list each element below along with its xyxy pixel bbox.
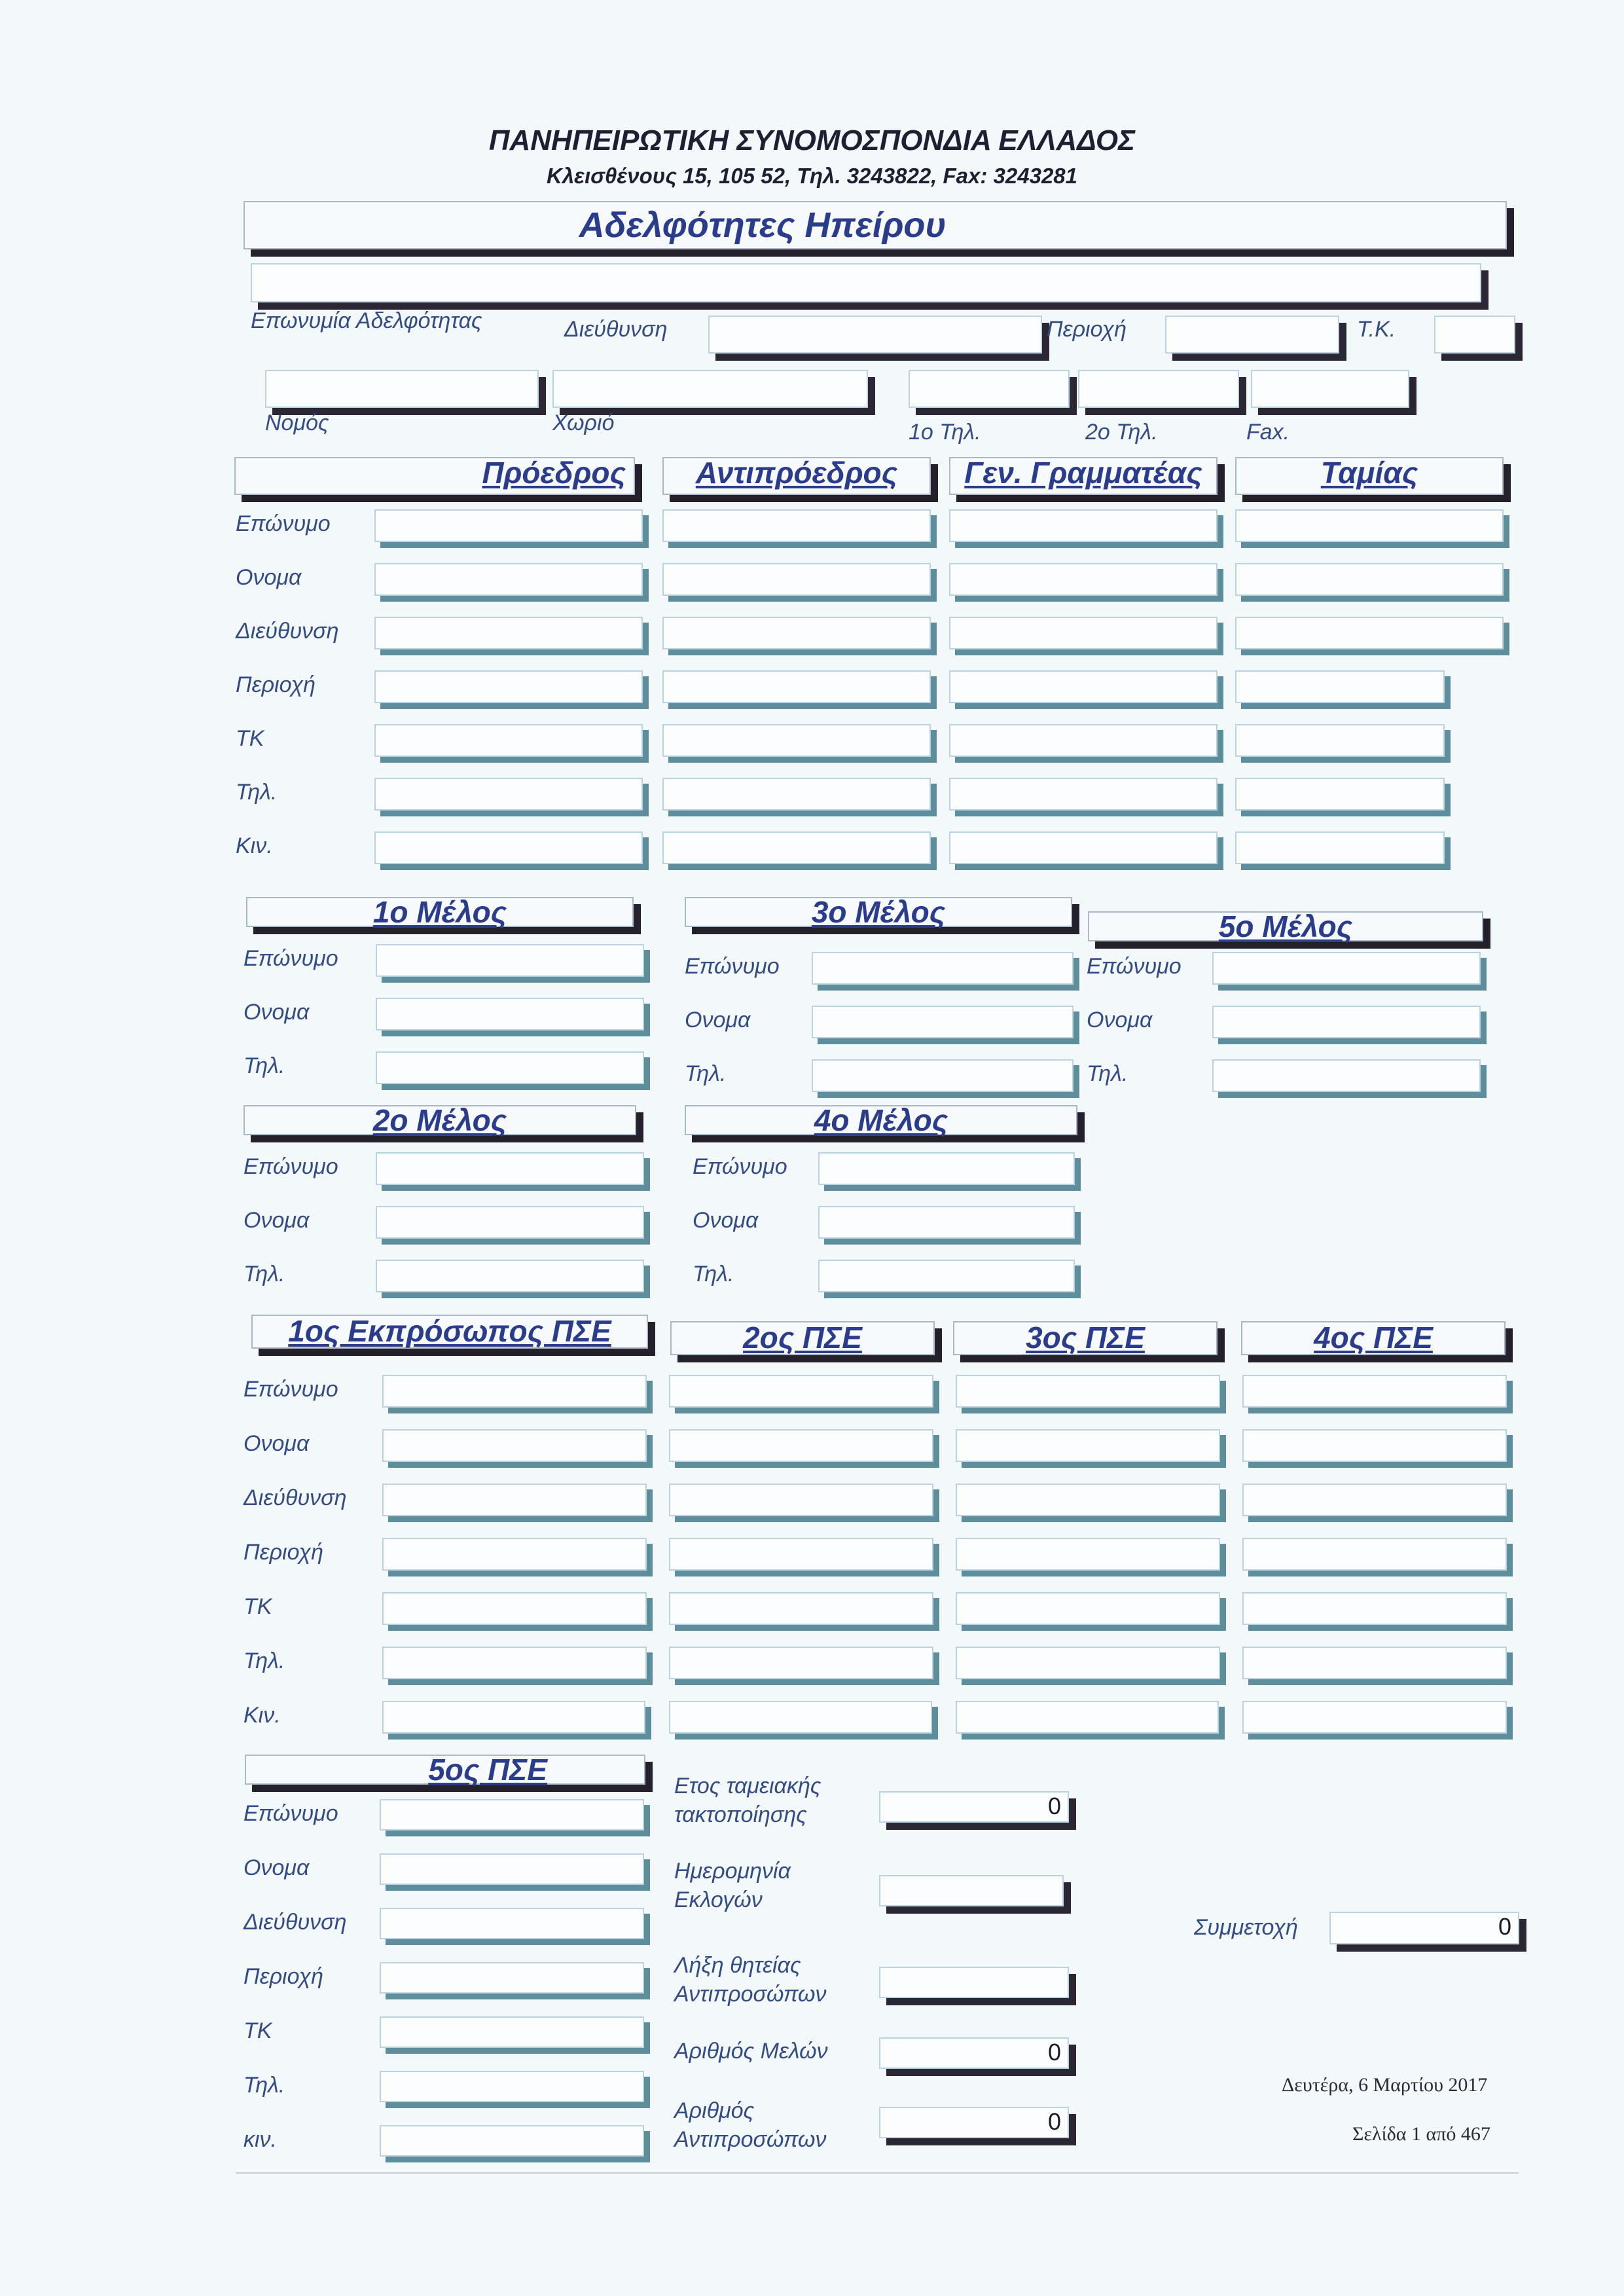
rep-4-field-6[interactable] xyxy=(1242,1701,1507,1734)
rep-1-field-5[interactable] xyxy=(382,1647,647,1679)
fiscal-year-label-line2: τακτοποίησης xyxy=(674,1802,807,1827)
rep-3-field-1[interactable] xyxy=(956,1429,1220,1462)
member-2-row-label-1: Ονομα xyxy=(244,1208,310,1233)
form-title: Αδελφότητες Ηπείρου xyxy=(579,206,947,245)
fax-label: Fax. xyxy=(1246,420,1290,445)
rep-2-field-6[interactable] xyxy=(669,1701,932,1734)
president-field-0[interactable] xyxy=(374,509,643,542)
rep-1-field-6[interactable] xyxy=(382,1701,645,1734)
member-3-field-1[interactable] xyxy=(812,1006,1074,1038)
term-end-label-line1: Λήξη θητείας xyxy=(674,1953,801,1978)
rep-row-label-6: Κιν. xyxy=(244,1703,281,1728)
organization-name: ΠΑΝΗΠΕΙΡΩΤΙΚΗ ΣΥΝΟΜΟΣΠΟΝΔΙΑ ΕΛΛΑΔΟΣ xyxy=(488,124,1136,156)
member-4-field-0[interactable] xyxy=(818,1152,1075,1185)
board-row-label-6: Κιν. xyxy=(236,833,273,858)
rep-1-field-2[interactable] xyxy=(382,1484,647,1516)
association-name-field[interactable] xyxy=(251,263,1481,302)
organization-address: Κλεισθένους 15, 105 52, Τηλ. 3243822, Fax: 3243281 xyxy=(546,164,1077,188)
president-field-6[interactable] xyxy=(374,831,643,864)
election-date-field[interactable] xyxy=(879,1875,1064,1906)
president-header: Πρόεδρος xyxy=(482,456,626,490)
secretary-general-field-2[interactable] xyxy=(949,617,1218,649)
village-field[interactable] xyxy=(552,370,868,408)
member-5-row-label-2: Τηλ. xyxy=(1087,1061,1128,1086)
rep-4-field-5[interactable] xyxy=(1242,1647,1507,1679)
reps-count-label-line2: Αντιπροσώπων xyxy=(674,2127,827,2152)
term-end-field[interactable] xyxy=(879,1967,1069,1998)
member-1-row-label-2: Τηλ. xyxy=(244,1053,285,1078)
rep-5-field-1[interactable] xyxy=(380,1853,644,1885)
area-field[interactable] xyxy=(1165,316,1339,354)
treasurer-field-6[interactable] xyxy=(1235,831,1445,864)
president-field-5[interactable] xyxy=(374,778,643,811)
rep-1-field-3[interactable] xyxy=(382,1538,647,1571)
rep-1-field-4[interactable] xyxy=(382,1592,647,1625)
board-row-label-4: ΤΚ xyxy=(236,726,264,751)
vice-president-field-0[interactable] xyxy=(662,509,931,542)
member-1-field-0[interactable] xyxy=(376,944,644,977)
vice-president-header: Αντιπρόεδρος xyxy=(695,456,898,490)
rep-2-field-0[interactable] xyxy=(669,1375,933,1408)
rep-2-field-4[interactable] xyxy=(669,1592,933,1625)
member-4-field-2[interactable] xyxy=(818,1260,1075,1292)
term-end-label-line2: Αντιπροσώπων xyxy=(674,1982,827,2007)
rep-row-label-0: Επώνυμο xyxy=(244,1377,338,1402)
rep-5-field-3[interactable] xyxy=(380,1962,644,1994)
vice-president-field-2[interactable] xyxy=(662,617,931,649)
rep-5-field-5[interactable] xyxy=(380,2071,644,2102)
member-4-row-label-1: Ονομα xyxy=(693,1208,759,1233)
rep-row-label-3: Περιοχή xyxy=(244,1540,323,1565)
rep-5-field-6[interactable] xyxy=(380,2125,644,2157)
treasurer-field-1[interactable] xyxy=(1235,563,1504,596)
secretary-general-field-1[interactable] xyxy=(949,563,1218,596)
member-4-row-label-0: Επώνυμο xyxy=(693,1154,787,1179)
prefecture-field[interactable] xyxy=(265,370,539,408)
member-2-field-1[interactable] xyxy=(376,1206,644,1239)
postcode-label: Τ.Κ. xyxy=(1357,317,1396,342)
rep-5-row-label-3: Περιοχή xyxy=(244,1964,323,1989)
vice-president-field-3[interactable] xyxy=(662,670,931,703)
member-1-row-label-1: Ονομα xyxy=(244,1000,310,1025)
rep-row-label-2: Διεύθυνση xyxy=(244,1485,347,1510)
board-row-label-3: Περιοχή xyxy=(236,672,316,697)
participation-label: Συμμετοχή xyxy=(1194,1915,1298,1940)
member-3-field-0[interactable] xyxy=(812,952,1074,985)
member-3-header: 3ο Μέλος xyxy=(811,895,946,929)
secretary-general-field-4[interactable] xyxy=(949,724,1218,757)
member-4-field-1[interactable] xyxy=(818,1206,1075,1239)
vice-president-field-1[interactable] xyxy=(662,563,931,596)
member-1-field-2[interactable] xyxy=(376,1051,644,1084)
secretary-general-field-5[interactable] xyxy=(949,778,1218,811)
vice-president-field-5[interactable] xyxy=(662,778,931,811)
rep-3-field-0[interactable] xyxy=(956,1375,1220,1408)
board-row-label-1: Ονομα xyxy=(236,565,302,590)
rep-4-header: 4ος ΠΣΕ xyxy=(1314,1321,1433,1355)
address-label: Διεύθυνση xyxy=(564,317,668,342)
address-field[interactable] xyxy=(708,316,1042,354)
member-3-row-label-2: Τηλ. xyxy=(685,1061,727,1086)
treasurer-header: Ταμίας xyxy=(1320,456,1418,490)
phone2-field[interactable] xyxy=(1078,370,1239,408)
president-field-3[interactable] xyxy=(374,670,643,703)
fiscal-year-label-line1: Ετος ταμειακής xyxy=(674,1774,821,1798)
member-5-field-0[interactable] xyxy=(1212,952,1481,985)
rep-1-field-1[interactable] xyxy=(382,1429,647,1462)
rep-3-field-3[interactable] xyxy=(956,1538,1220,1571)
secretary-general-field-3[interactable] xyxy=(949,670,1218,703)
rep-3-field-4[interactable] xyxy=(956,1592,1220,1625)
rep-row-label-4: ΤΚ xyxy=(244,1594,272,1619)
postcode-field[interactable] xyxy=(1434,316,1515,354)
rep-5-row-label-0: Επώνυμο xyxy=(244,1801,338,1826)
rep-5-row-label-2: Διεύθυνση xyxy=(244,1910,347,1935)
rep-2-field-3[interactable] xyxy=(669,1538,933,1571)
fiscal-year-value: 0 xyxy=(1047,1793,1061,1819)
reps-count-value: 0 xyxy=(1047,2108,1061,2135)
rep-5-row-label-5: Τηλ. xyxy=(244,2073,285,2098)
rep-2-field-2[interactable] xyxy=(669,1484,933,1516)
member-2-row-label-2: Τηλ. xyxy=(244,1262,285,1286)
vice-president-field-6[interactable] xyxy=(662,831,931,864)
treasurer-field-4[interactable] xyxy=(1235,724,1445,757)
rep-3-header: 3ος ΠΣΕ xyxy=(1026,1321,1145,1355)
member-4-header: 4ο Μέλος xyxy=(814,1103,948,1137)
rep-5-row-label-1: Ονομα xyxy=(244,1855,310,1880)
president-field-2[interactable] xyxy=(374,617,643,649)
secretary-general-field-6[interactable] xyxy=(949,831,1218,864)
rep-2-header: 2ος ΠΣΕ xyxy=(743,1321,862,1355)
president-field-4[interactable] xyxy=(374,724,643,757)
rep-5-header: 5ος ΠΣΕ xyxy=(428,1753,547,1787)
rep-4-field-1[interactable] xyxy=(1242,1429,1507,1462)
member-2-field-2[interactable] xyxy=(376,1260,644,1292)
board-row-label-0: Επώνυμο xyxy=(236,511,331,536)
rep-4-field-2[interactable] xyxy=(1242,1484,1507,1516)
footer-page-number: Σελίδα 1 από 467 xyxy=(1352,2123,1490,2145)
rep-2-field-1[interactable] xyxy=(669,1429,933,1462)
rep-4-field-0[interactable] xyxy=(1242,1375,1507,1408)
election-date-label-line2: Εκλογών xyxy=(674,1887,763,1912)
election-date-label-line1: Ημερομηνία xyxy=(674,1859,791,1884)
rep-1-header: 1ος Εκπρόσωπος ΠΣΕ xyxy=(288,1314,611,1348)
rep-5-field-0[interactable] xyxy=(380,1799,644,1831)
member-2-field-0[interactable] xyxy=(376,1152,644,1185)
footer-date: Δευτέρα, 6 Μαρτίου 2017 xyxy=(1282,2074,1488,2096)
rep-1-field-0[interactable] xyxy=(382,1375,647,1408)
association-name-label: Επωνυμία Αδελφότητας xyxy=(251,308,482,333)
member-5-header: 5ο Μέλος xyxy=(1218,909,1353,943)
member-4-row-label-2: Τηλ. xyxy=(693,1262,734,1286)
rep-row-label-5: Τηλ. xyxy=(244,1649,285,1673)
village-label: Χωριό xyxy=(552,410,615,435)
member-5-row-label-0: Επώνυμο xyxy=(1087,954,1182,979)
member-5-field-1[interactable] xyxy=(1212,1006,1481,1038)
secretary-general-header: Γεν. Γραμματέας xyxy=(964,456,1202,490)
rep-3-field-5[interactable] xyxy=(956,1647,1220,1679)
area-label: Περιοχή xyxy=(1047,317,1127,342)
rep-4-field-3[interactable] xyxy=(1242,1538,1507,1571)
rep-3-field-6[interactable] xyxy=(956,1701,1219,1734)
members-count-label: Αριθμός Μελών xyxy=(674,2039,828,2064)
president-field-1[interactable] xyxy=(374,563,643,596)
treasurer-field-2[interactable] xyxy=(1235,617,1504,649)
footer-rule xyxy=(236,2172,1519,2174)
member-5-row-label-1: Ονομα xyxy=(1087,1008,1153,1032)
fax-field[interactable] xyxy=(1251,370,1409,408)
board-row-label-5: Τηλ. xyxy=(236,780,278,805)
members-count-value: 0 xyxy=(1047,2039,1061,2066)
vice-president-field-4[interactable] xyxy=(662,724,931,757)
participation-value: 0 xyxy=(1498,1913,1511,1940)
rep-5-field-4[interactable] xyxy=(380,2016,644,2048)
rep-5-row-label-4: ΤΚ xyxy=(244,2018,272,2043)
prefecture-label: Νομός xyxy=(265,410,329,435)
phone1-label: 1ο Τηλ. xyxy=(909,420,981,445)
member-3-field-2[interactable] xyxy=(812,1059,1074,1092)
rep-3-field-2[interactable] xyxy=(956,1484,1220,1516)
treasurer-field-5[interactable] xyxy=(1235,778,1445,811)
member-3-row-label-1: Ονομα xyxy=(685,1008,751,1032)
member-1-header: 1ο Μέλος xyxy=(372,895,507,929)
treasurer-field-0[interactable] xyxy=(1235,509,1504,542)
phone2-label: 2ο Τηλ. xyxy=(1085,420,1158,445)
rep-5-row-label-6: κιν. xyxy=(244,2127,277,2152)
member-1-row-label-0: Επώνυμο xyxy=(244,946,338,971)
board-row-label-2: Διεύθυνση xyxy=(236,619,339,644)
secretary-general-field-0[interactable] xyxy=(949,509,1218,542)
rep-5-field-2[interactable] xyxy=(380,1908,644,1939)
rep-row-label-1: Ονομα xyxy=(244,1431,310,1456)
reps-count-label-line1: Αριθμός xyxy=(674,2098,755,2123)
phone1-field[interactable] xyxy=(909,370,1070,408)
member-2-row-label-0: Επώνυμο xyxy=(244,1154,338,1179)
member-3-row-label-0: Επώνυμο xyxy=(685,954,780,979)
member-1-field-1[interactable] xyxy=(376,998,644,1030)
rep-2-field-5[interactable] xyxy=(669,1647,933,1679)
member-5-field-2[interactable] xyxy=(1212,1059,1481,1092)
treasurer-field-3[interactable] xyxy=(1235,670,1445,703)
rep-4-field-4[interactable] xyxy=(1242,1592,1507,1625)
member-2-header: 2ο Μέλος xyxy=(372,1103,507,1137)
